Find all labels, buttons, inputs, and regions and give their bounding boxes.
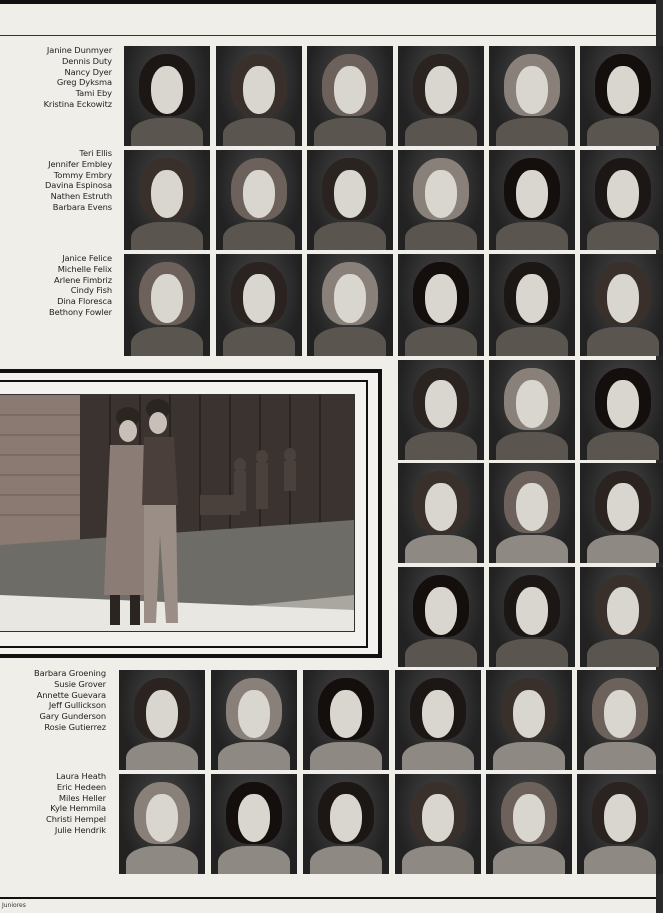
student-portrait <box>577 670 663 770</box>
portrait-shoulders <box>493 742 565 770</box>
portrait-shoulders <box>496 535 568 563</box>
portrait-shoulders <box>131 222 203 250</box>
student-portrait <box>398 254 484 356</box>
student-portrait <box>489 360 575 460</box>
student-portrait <box>307 46 393 146</box>
portrait-shoulders <box>223 118 295 146</box>
portrait-face <box>516 170 549 218</box>
name: Julie Hendrik <box>54 824 106 835</box>
name-list-3 <box>0 253 112 318</box>
portrait-face <box>334 66 367 114</box>
portrait-shoulders <box>405 535 477 563</box>
student-portrait <box>216 150 302 250</box>
portrait-face <box>425 66 458 114</box>
student-portrait <box>124 150 210 250</box>
portrait-face <box>425 170 458 218</box>
name: Dina Floresca <box>57 296 112 307</box>
student-portrait <box>307 150 393 250</box>
portrait-face <box>330 794 363 842</box>
portrait-face <box>516 66 549 114</box>
name: Barbara Groening <box>34 668 106 678</box>
name: Arlene Fimbriz <box>54 274 112 285</box>
name: Miles Heller <box>58 792 106 803</box>
student-portrait <box>398 463 484 563</box>
student-portrait <box>119 670 205 770</box>
portrait-face <box>151 274 184 323</box>
name: Christi Hempel <box>46 814 106 825</box>
portrait-shoulders <box>584 846 656 874</box>
name: Rosie Gutierrez <box>44 721 106 732</box>
student-portrait <box>486 670 572 770</box>
name: Susie Grover <box>54 678 106 689</box>
student-portrait <box>119 774 205 874</box>
portrait-face <box>422 794 455 842</box>
portrait-face <box>425 274 458 323</box>
portrait-shoulders <box>223 327 295 356</box>
candid-photo-image <box>0 395 354 631</box>
portrait-shoulders <box>218 742 290 770</box>
portrait-shoulders <box>587 432 659 460</box>
student-portrait <box>489 567 575 667</box>
portrait-face <box>516 587 549 635</box>
name: Nancy Dyer <box>64 66 112 77</box>
portrait-face <box>243 170 276 218</box>
name-list-4 <box>0 668 106 733</box>
name: Tommy Embry <box>53 169 112 180</box>
student-portrait <box>303 774 389 874</box>
portrait-face <box>243 66 276 114</box>
student-portrait <box>580 46 663 146</box>
portrait-shoulders <box>584 742 656 770</box>
student-portrait <box>124 254 210 356</box>
name: Cindy Fish <box>70 285 112 296</box>
portrait-shoulders <box>310 742 382 770</box>
student-portrait <box>398 360 484 460</box>
name: Kyle Hemmila <box>50 803 106 814</box>
portrait-face <box>334 274 367 323</box>
student-portrait <box>395 670 481 770</box>
student-portrait <box>303 670 389 770</box>
student-portrait <box>398 46 484 146</box>
student-portrait <box>398 150 484 250</box>
student-portrait <box>489 46 575 146</box>
name: Nathen Estruth <box>50 191 112 202</box>
portrait-shoulders <box>587 222 659 250</box>
portrait-face <box>516 483 549 531</box>
portrait-shoulders <box>126 846 198 874</box>
portrait-shoulders <box>314 222 386 250</box>
portrait-shoulders <box>587 118 659 146</box>
student-portrait <box>211 774 297 874</box>
portrait-face <box>604 690 637 738</box>
portrait-shoulders <box>405 432 477 460</box>
portrait-face <box>334 170 367 218</box>
student-portrait <box>395 774 481 874</box>
name: Barbara Evens <box>52 201 112 212</box>
portrait-face <box>513 690 546 738</box>
portrait-face <box>238 794 271 842</box>
portrait-shoulders <box>496 639 568 667</box>
name: Bethony Fowler <box>49 306 112 317</box>
candid-photo <box>0 394 355 632</box>
portrait-shoulders <box>496 118 568 146</box>
portrait-face <box>607 66 640 114</box>
portrait-shoulders <box>402 742 474 770</box>
portrait-shoulders <box>402 846 474 874</box>
portrait-face <box>607 380 640 428</box>
name: Davina Espinosa <box>44 180 112 191</box>
portrait-face <box>425 380 458 428</box>
student-portrait <box>580 150 663 250</box>
name: Greg Dyksma <box>56 77 112 88</box>
student-portrait <box>216 254 302 356</box>
portrait-face <box>422 690 455 738</box>
portrait-shoulders <box>405 118 477 146</box>
portrait-shoulders <box>587 327 659 356</box>
name: Laura Heath <box>56 771 106 781</box>
student-portrait <box>577 774 663 874</box>
portrait-face <box>607 587 640 635</box>
portrait-face <box>607 274 640 323</box>
top-border <box>0 0 663 4</box>
name-list-2 <box>0 148 112 213</box>
portrait-shoulders <box>405 639 477 667</box>
portrait-shoulders <box>493 846 565 874</box>
name: Teri Ellis <box>79 148 112 158</box>
name-list-5 <box>0 771 106 836</box>
portrait-shoulders <box>131 118 203 146</box>
name: Janine Dunmyer <box>46 45 112 55</box>
student-portrait <box>398 567 484 667</box>
portrait-face <box>243 274 276 323</box>
name: Kristina Eckowitz <box>43 98 112 109</box>
portrait-face <box>425 587 458 635</box>
portrait-face <box>604 794 637 842</box>
student-portrait <box>486 774 572 874</box>
name: Dennis Duty <box>62 55 112 66</box>
student-portrait <box>211 670 297 770</box>
student-portrait <box>307 254 393 356</box>
name: Tami Eby <box>75 88 112 99</box>
portrait-face <box>330 690 363 738</box>
student-portrait <box>580 360 663 460</box>
name: Jennifer Embley <box>48 158 112 169</box>
name: Jeff Gullickson <box>48 700 106 711</box>
folio-label: Juniores <box>2 902 26 909</box>
name: Eric Hedeen <box>56 781 106 792</box>
name: Janice Felice <box>62 253 112 263</box>
name: Michelle Felix <box>57 263 112 274</box>
portrait-face <box>146 690 179 738</box>
portrait-shoulders <box>405 222 477 250</box>
portrait-face <box>516 274 549 323</box>
portrait-face <box>607 170 640 218</box>
name-list-1 <box>0 45 112 110</box>
portrait-face <box>607 483 640 531</box>
portrait-face <box>238 690 271 738</box>
student-portrait <box>216 46 302 146</box>
student-portrait <box>489 150 575 250</box>
portrait-shoulders <box>126 742 198 770</box>
student-portrait <box>580 463 663 563</box>
name: Annette Guevara <box>36 689 106 700</box>
student-portrait <box>580 567 663 667</box>
student-portrait <box>124 46 210 146</box>
portrait-shoulders <box>131 327 203 356</box>
portrait-shoulders <box>223 222 295 250</box>
portrait-shoulders <box>496 432 568 460</box>
footer-rule <box>0 897 656 899</box>
student-portrait <box>489 463 575 563</box>
portrait-shoulders <box>496 222 568 250</box>
portrait-face <box>516 380 549 428</box>
portrait-face <box>151 170 184 218</box>
portrait-shoulders <box>405 327 477 356</box>
student-portrait <box>489 254 575 356</box>
portrait-face <box>146 794 179 842</box>
portrait-shoulders <box>587 535 659 563</box>
portrait-shoulders <box>314 327 386 356</box>
portrait-face <box>425 483 458 531</box>
student-portrait <box>580 254 663 356</box>
top-rule <box>0 35 656 36</box>
portrait-shoulders <box>218 846 290 874</box>
portrait-shoulders <box>587 639 659 667</box>
portrait-face <box>513 794 546 842</box>
portrait-shoulders <box>314 118 386 146</box>
portrait-face <box>151 66 184 114</box>
name: Gary Gunderson <box>39 711 106 722</box>
portrait-shoulders <box>496 327 568 356</box>
portrait-shoulders <box>310 846 382 874</box>
